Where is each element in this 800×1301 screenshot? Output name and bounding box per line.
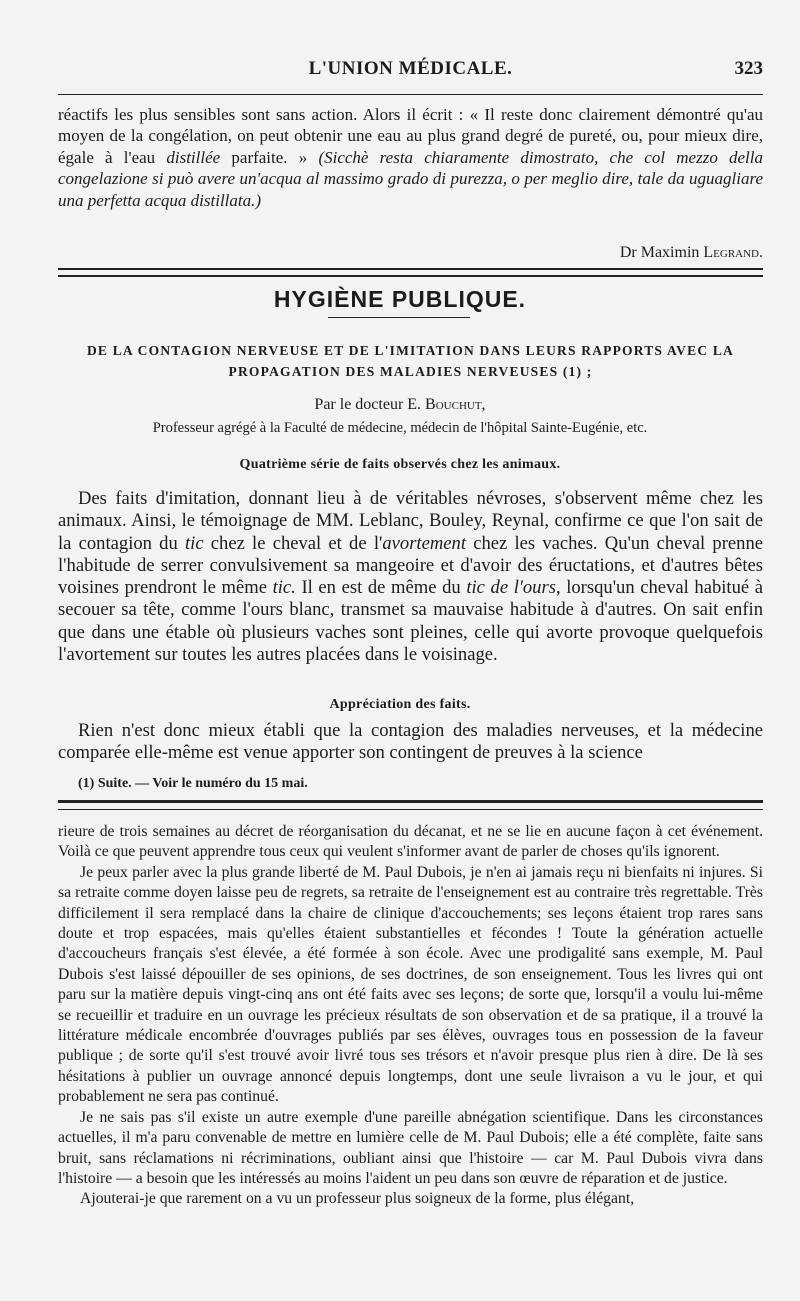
p1-text-e: , lorsqu'un cheval habitué à secouer sa tête, comme l'ours blanc, transmet sa mauvaise habitude à d'autres. On sait enfin que dans une étable où plusieurs vaches sont pleines, celle qui avorte provoque quelquefois l'avortement sur toutes les autres placées dans le voisinage. bbox=[58, 577, 764, 666]
page-header bbox=[58, 58, 763, 88]
closing-italic-1: distillée bbox=[166, 147, 221, 167]
p1-text-d: Il en est de même du bbox=[295, 577, 467, 599]
p1-text-c: chez les vaches. Qu'un cheval prenne l'habitude de serrer convulsivement sa mangeoire et d'avoir des éructations, et d'autres bêtes voisines prendront le même bbox=[58, 532, 763, 599]
section-title-underline bbox=[328, 317, 470, 318]
footnote: (1) Suite. — Voir le numéro du 15 mai. bbox=[78, 776, 308, 791]
preceding-article-ending bbox=[58, 104, 763, 211]
signature bbox=[620, 244, 763, 262]
feuilleton-column bbox=[58, 822, 763, 1210]
feuilleton-paragraph-1: rieure de trois semaines au décret de réorganisation du décanat, et ne se lie en aucune façon à cet événement. Voilà ce que peuvent apprendre tous ceux qui veulent s'informer avant de parler de choses qu'ils ignorent. bbox=[58, 823, 763, 861]
closing-text-2: parfaite. » bbox=[220, 147, 319, 167]
closing-italic-2: (Sicchè resta chiaramente dimostrato, che col mezzo della congelazione si può avere un'acqua al massimo grado di purezza, o per meglio dire, tale da uguagliare una perfetta acqua distillata.) bbox=[58, 147, 764, 210]
p1-italic-tic-ours: tic de l'ours bbox=[466, 577, 556, 599]
feuilleton-paragraph-3: Je ne sais pas s'il existe un autre exemple d'une pareille abnégation scientifique. Dans les circonstances actuelles, il m'a paru convenable de mettre en lumière celle de M. Paul Dubois; elle a été complète, faite sans bruit, sans réclamations ni récriminations, oubliant ainsi que l'histoire — car M. Paul Dubois vivra dans l'histoire — a besoin que les intéressés au moins l'aident un peu dans son œuvre de réparation et de justice. bbox=[58, 1108, 763, 1187]
closing-paragraph bbox=[58, 104, 763, 211]
header-rule bbox=[58, 94, 763, 95]
signature-prefix: Dr Maximin bbox=[619, 244, 704, 261]
running-title: L'UNION MÉDICALE. bbox=[308, 58, 513, 79]
p1-italic-tic-2: tic. bbox=[272, 577, 296, 599]
p1-text-a: Des faits d'imitation, donnant lieu à de véritables névroses, s'observent même chez les animaux. Ainsi, le témoignage de MM. Leblanc, Bouley, Reynal, confirme ce que l'on sait de la contagion du bbox=[58, 488, 763, 554]
subsection-heading-animals: Quatrième série de faits observés chez les animaux. bbox=[239, 457, 561, 472]
section-title: HYGIÈNE PUBLIQUE. bbox=[273, 286, 527, 312]
section-double-rule bbox=[58, 268, 763, 277]
article-body-1 bbox=[58, 488, 763, 666]
p1-italic-avortement: avortement bbox=[382, 532, 466, 554]
article-body-2 bbox=[58, 720, 763, 765]
author-affiliation: Professeur agrégé à la Faculté de médecine, médecin de l'hôpital Sainte-Eugénie, etc. bbox=[152, 420, 648, 436]
signature-surname: Legrand. bbox=[703, 244, 763, 261]
p1-text-b: chez le cheval et de l' bbox=[203, 532, 383, 554]
article-paragraph-animals bbox=[58, 488, 763, 666]
page-number: 323 bbox=[734, 58, 763, 79]
feuilleton-paragraph-2: Je peux parler avec la plus grande liberté de M. Paul Dubois, je n'en ai jamais reçu ni bienfaits ni injures. Si sa retraite comme doyen laisse peu de regrets, sa retraite de l'enseignement est au contraire très regrettable. Très difficilement il sera remplacé dans la chaire de clinique d'accouchements; ses leçons étaient trop rares sans doute et trop espacées, mais qu'elles étaient substantielles et fécondes ! Toute la génération actuelle d'accoucheurs français s'est élevée, a été formée à son école. Avec une prodigalité sans exemple, M. Paul Dubois s'est laissé dépouiller de ses opinions, de ses doctrines, de son enseignement. Tous les livres qui ont paru sur la matière depuis vingt-cinq ans ont été faits avec ses leçons; de sorte que, lorsqu'il a voulu lui-même se recueillir et traduire en un ouvrage les précieux résultats de son observation et de sa pratique, il a trouvé la littérature médicale encombrée d'ouvrages publiés par ses élèves, ouvrages tous en possession de la faveur publique ; de sorte qu'il s'est trouvé avoir livré tous ses trésors et n'avoir presque plus rien à dire. De là ses hésitations à publier un ouvrage annoncé depuis longtemps, dont une seule livraison a vu le jour, et qui probablement ne sera pas continué. bbox=[58, 863, 763, 1106]
article-author bbox=[0, 396, 800, 414]
closing-text-1: réactifs les plus sensibles sont sans action. Alors il écrit : « Il reste donc clairement démontré qu'au moyen de la congélation, on peut obtenir une eau au plus grand degré de pureté, ou, pour mieux dire, égale à l'eau bbox=[58, 105, 763, 167]
feuilleton-paragraph-4: Ajouterai-je que rarement on a vu un professeur plus soigneux de la forme, plus élégant, bbox=[80, 1190, 635, 1208]
p1-italic-tic: tic bbox=[184, 532, 204, 554]
author-surname: Bouchut, bbox=[425, 396, 486, 413]
article-paragraph-appreciation: Rien n'est donc mieux établi que la contagion des maladies nerveuses, et la médecine comparée elle-même est venue apporter son contingent de preuves à la science bbox=[58, 720, 763, 764]
feuilleton-separator bbox=[58, 800, 763, 810]
article-title: DE LA CONTAGION NERVEUSE ET DE L'IMITATION DANS LEURS RAPPORTS AVEC LA PROPAGATION DES MALADIES NERVEUSES (1) ; bbox=[86, 343, 735, 379]
author-prefix: Par le docteur E. bbox=[314, 396, 426, 413]
subsection-heading-appreciation: Appréciation des faits. bbox=[329, 697, 471, 712]
